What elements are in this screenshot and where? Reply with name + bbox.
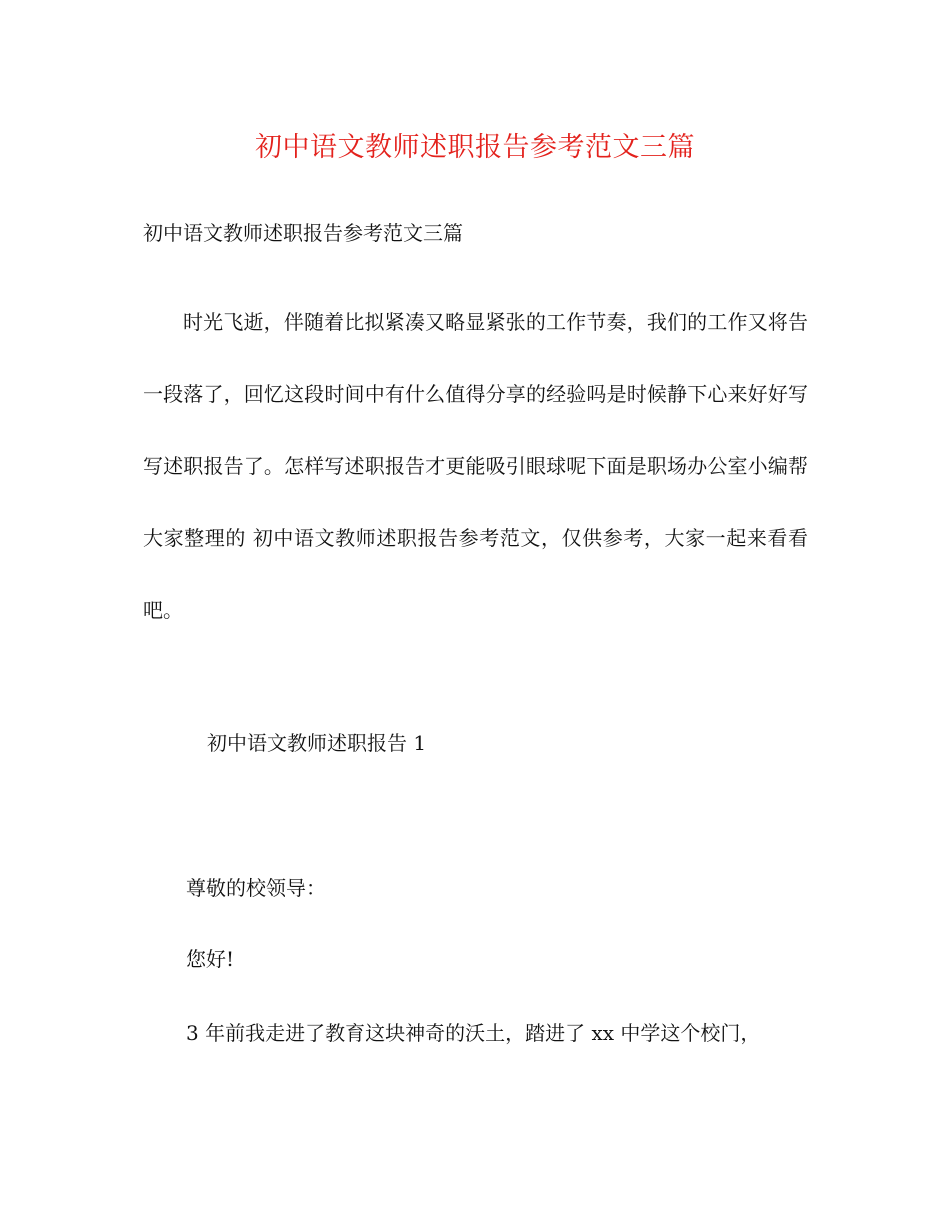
salutation: 尊敬的校领导： <box>186 876 326 900</box>
document-title: 初中语文教师述职报告参考范文三篇 <box>255 132 695 163</box>
document-subtitle: 初中语文教师述职报告参考范文三篇 <box>143 221 463 245</box>
greeting: 您好! <box>186 947 235 971</box>
intro-paragraph: 时光飞逝，伴随着比拟紧凑又略显紧张的工作节奏，我们的工作又将告一段落了，回忆这段时间中有什么值得分享的经验吗是时候静下心来好好写写述职报告了。怎样写述职报告才更能吸引眼球呢下面是职场办公室小编帮大家整理的 初中语文教师述职报告参考范文，仅供参考，大家一起来看看吧。 <box>143 310 808 622</box>
section-heading: 初中语文教师述职报告 1 <box>207 731 427 755</box>
body-paragraph: 3 年前我走进了教育这块神奇的沃土，踏进了 xx 中学这个校门， <box>186 1021 761 1045</box>
